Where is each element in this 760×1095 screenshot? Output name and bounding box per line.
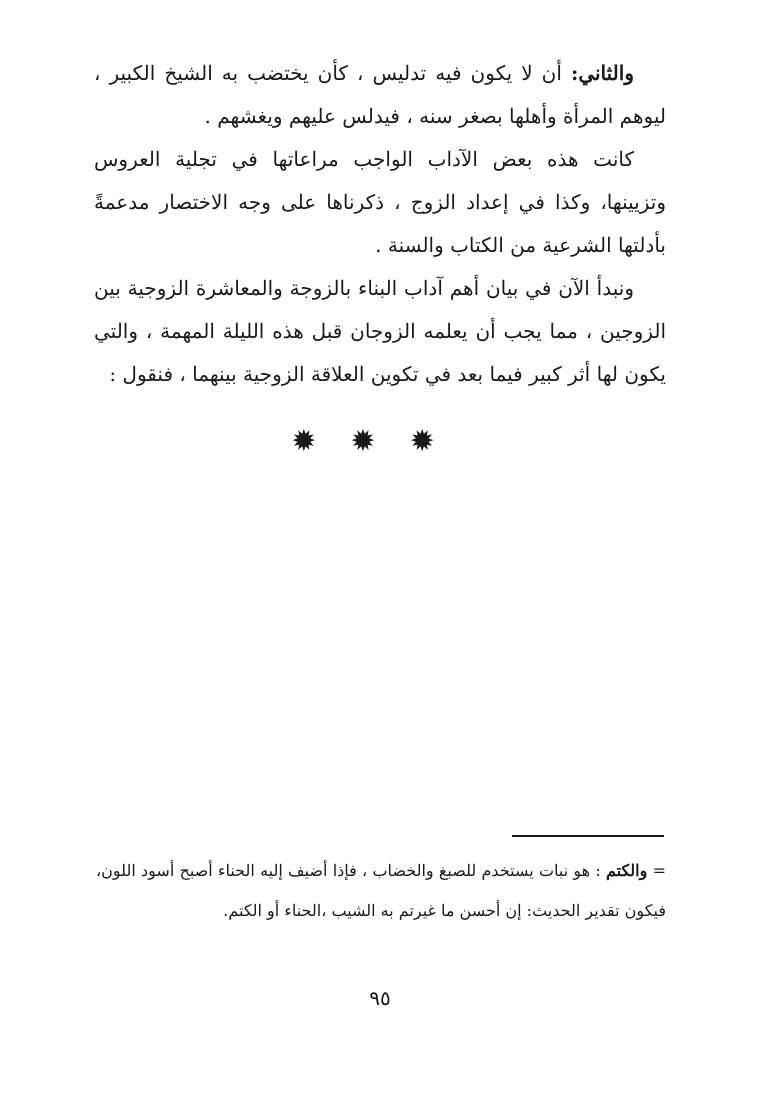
footnote <box>96 851 666 931</box>
page-number: ٩٥ <box>369 986 391 1010</box>
star-icon: ✹ <box>350 424 410 459</box>
paragraph-1 <box>94 52 666 138</box>
paragraph-3 <box>94 267 666 396</box>
star-icon: ✹ <box>291 424 351 459</box>
star-icon: ✹ <box>409 424 469 459</box>
paragraph-3-text: ونبدأ الآن في بيان أهم آداب البناء بالزوجة والمعاشرة الزوجية بين الزوجين ، مما يجب أن يعلمه الزوجان قبل هذه الليلة المهمة ، والتي يكون لها أثر كبير فيما بعد في تكوين العلاقة الزوجية بينهما ، فنقول : <box>94 276 666 386</box>
paragraph-2 <box>94 138 666 267</box>
footnote-marker: = <box>652 861 666 880</box>
paragraph-1-lead: والثاني: <box>570 61 634 85</box>
paragraph-1-text: أن لا يكون فيه تدليس ، كأن يختضب به الشيخ الكبير ، ليوهم المرأة وأهلها بصغر سنه ، فيدلس عليهم ويغشهم . <box>94 61 666 128</box>
footnote-text: : هو نبات يستخدم للصبغ والخضاب ، فإذا أضيف إليه الحناء أصبح أسود اللون، فيكون تقدير الحديث: إن أحسن ما غيرتم به الشيب ،الحناء أو الكتم. <box>96 861 666 920</box>
footnote-divider <box>512 835 664 837</box>
main-text <box>94 52 666 396</box>
footnote-lead: والكتم <box>605 861 648 880</box>
paragraph-2-text: كانت هذه بعض الآداب الواجب مراعاتها في تجلية العروس وتزيينها، وكذا في إعداد الزوج ، ذكرناها على وجه الاختصار مدعمةً بأدلتها الشرعية من الكتاب والسنة . <box>94 147 666 257</box>
section-separator <box>0 422 760 462</box>
